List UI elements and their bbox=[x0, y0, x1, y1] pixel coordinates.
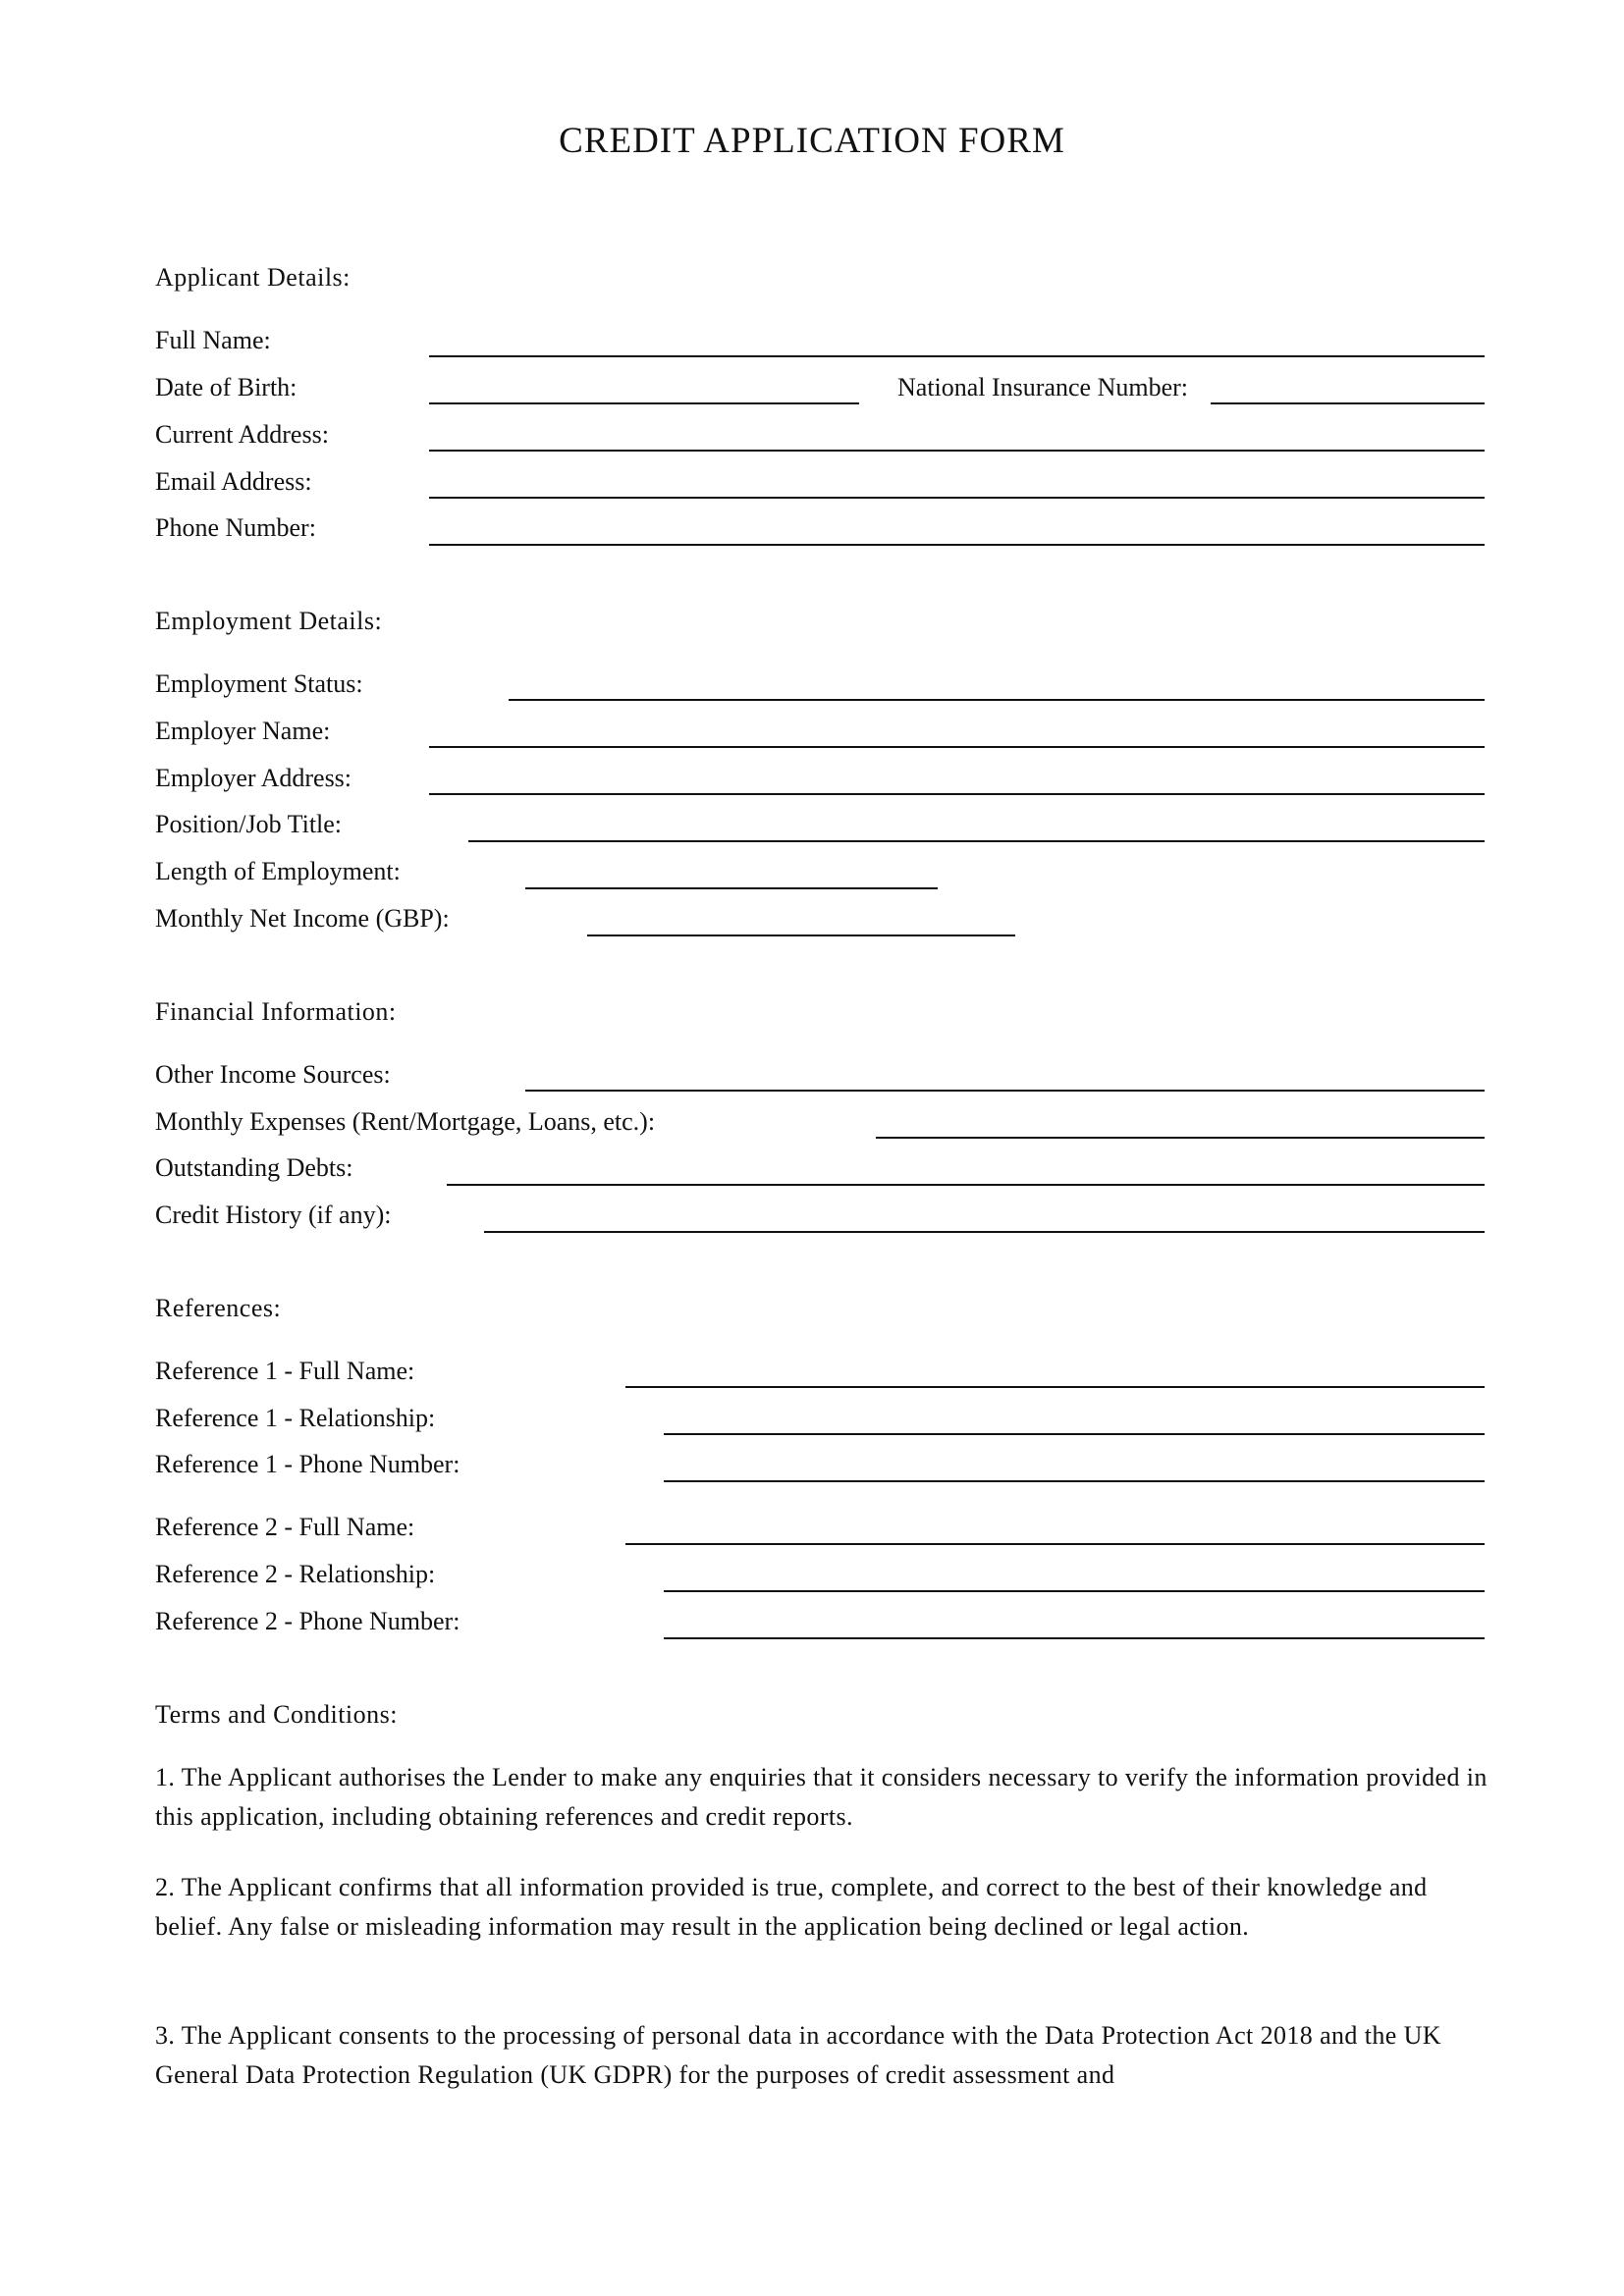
other-income-field[interactable] bbox=[525, 1090, 1485, 1092]
terms-item-3: 3. The Applicant consents to the processing of personal data in accordance with the Data Protection Act 2018 and the UK General Data Protection Regulation (UK GDPR) for the purposes of credit assessment and bbox=[155, 2021, 1441, 2089]
date-of-birth-field[interactable] bbox=[429, 402, 859, 404]
section-heading-terms: Terms and Conditions: bbox=[155, 1700, 399, 1729]
ref1-phone-label: Reference 1 - Phone Number: bbox=[155, 1450, 460, 1478]
other-income-label: Other Income Sources: bbox=[155, 1060, 391, 1089]
phone-number-label: Phone Number: bbox=[155, 513, 316, 542]
monthly-income-label: Monthly Net Income (GBP): bbox=[155, 904, 450, 933]
outstanding-debts-field[interactable] bbox=[447, 1184, 1485, 1186]
section-heading-references: References: bbox=[155, 1294, 282, 1322]
ref1-phone-field[interactable] bbox=[664, 1480, 1485, 1482]
ni-number-label: National Insurance Number: bbox=[897, 373, 1189, 401]
current-address-field[interactable] bbox=[429, 450, 1485, 452]
page-title: CREDIT APPLICATION FORM bbox=[559, 121, 1065, 161]
ref2-name-field[interactable] bbox=[625, 1543, 1485, 1545]
full-name-field[interactable] bbox=[429, 355, 1485, 357]
employment-status-label: Employment Status: bbox=[155, 669, 363, 698]
date-of-birth-label: Date of Birth: bbox=[155, 373, 298, 401]
position-field[interactable] bbox=[468, 840, 1485, 842]
credit-history-field[interactable] bbox=[484, 1231, 1485, 1233]
credit-history-label: Credit History (if any): bbox=[155, 1201, 392, 1229]
ref1-name-label: Reference 1 - Full Name: bbox=[155, 1357, 415, 1385]
ref2-relationship-field[interactable] bbox=[664, 1590, 1485, 1592]
monthly-income-field[interactable] bbox=[587, 934, 1015, 936]
section-heading-financial: Financial Information: bbox=[155, 997, 397, 1026]
ref1-name-field[interactable] bbox=[625, 1386, 1485, 1388]
section-heading-applicant: Applicant Details: bbox=[155, 263, 351, 292]
phone-number-field[interactable] bbox=[429, 544, 1485, 546]
ref1-relationship-label: Reference 1 - Relationship: bbox=[155, 1404, 436, 1432]
length-of-employment-label: Length of Employment: bbox=[155, 857, 401, 885]
employer-address-label: Employer Address: bbox=[155, 764, 352, 792]
outstanding-debts-label: Outstanding Debts: bbox=[155, 1153, 353, 1182]
ref2-phone-label: Reference 2 - Phone Number: bbox=[155, 1607, 460, 1635]
current-address-label: Current Address: bbox=[155, 420, 329, 449]
terms-item-1: 1. The Applicant authorises the Lender to make any enquiries that it considers necessary to verify the information provided in this application, including obtaining references and credit reports. bbox=[155, 1763, 1488, 1831]
ref2-name-label: Reference 2 - Full Name: bbox=[155, 1513, 415, 1541]
email-address-label: Email Address: bbox=[155, 467, 312, 496]
ni-number-field[interactable] bbox=[1211, 402, 1485, 404]
monthly-expenses-label: Monthly Expenses (Rent/Mortgage, Loans, etc.): bbox=[155, 1107, 656, 1136]
full-name-label: Full Name: bbox=[155, 326, 271, 354]
monthly-expenses-field[interactable] bbox=[876, 1137, 1485, 1139]
employer-address-field[interactable] bbox=[429, 793, 1485, 795]
position-label: Position/Job Title: bbox=[155, 810, 343, 838]
ref1-relationship-field[interactable] bbox=[664, 1433, 1485, 1435]
employer-name-label: Employer Name: bbox=[155, 717, 331, 745]
employment-status-field[interactable] bbox=[509, 699, 1485, 701]
ref2-phone-field[interactable] bbox=[664, 1637, 1485, 1639]
terms-item-2: 2. The Applicant confirms that all information provided is true, complete, and correct to the best of their knowledge and belief. Any false or misleading information may result in the application being declined or legal action. bbox=[155, 1873, 1428, 1941]
section-heading-employment: Employment Details: bbox=[155, 607, 383, 635]
email-address-field[interactable] bbox=[429, 497, 1485, 499]
ref2-relationship-label: Reference 2 - Relationship: bbox=[155, 1560, 436, 1588]
employer-name-field[interactable] bbox=[429, 746, 1485, 748]
length-of-employment-field[interactable] bbox=[525, 887, 938, 889]
